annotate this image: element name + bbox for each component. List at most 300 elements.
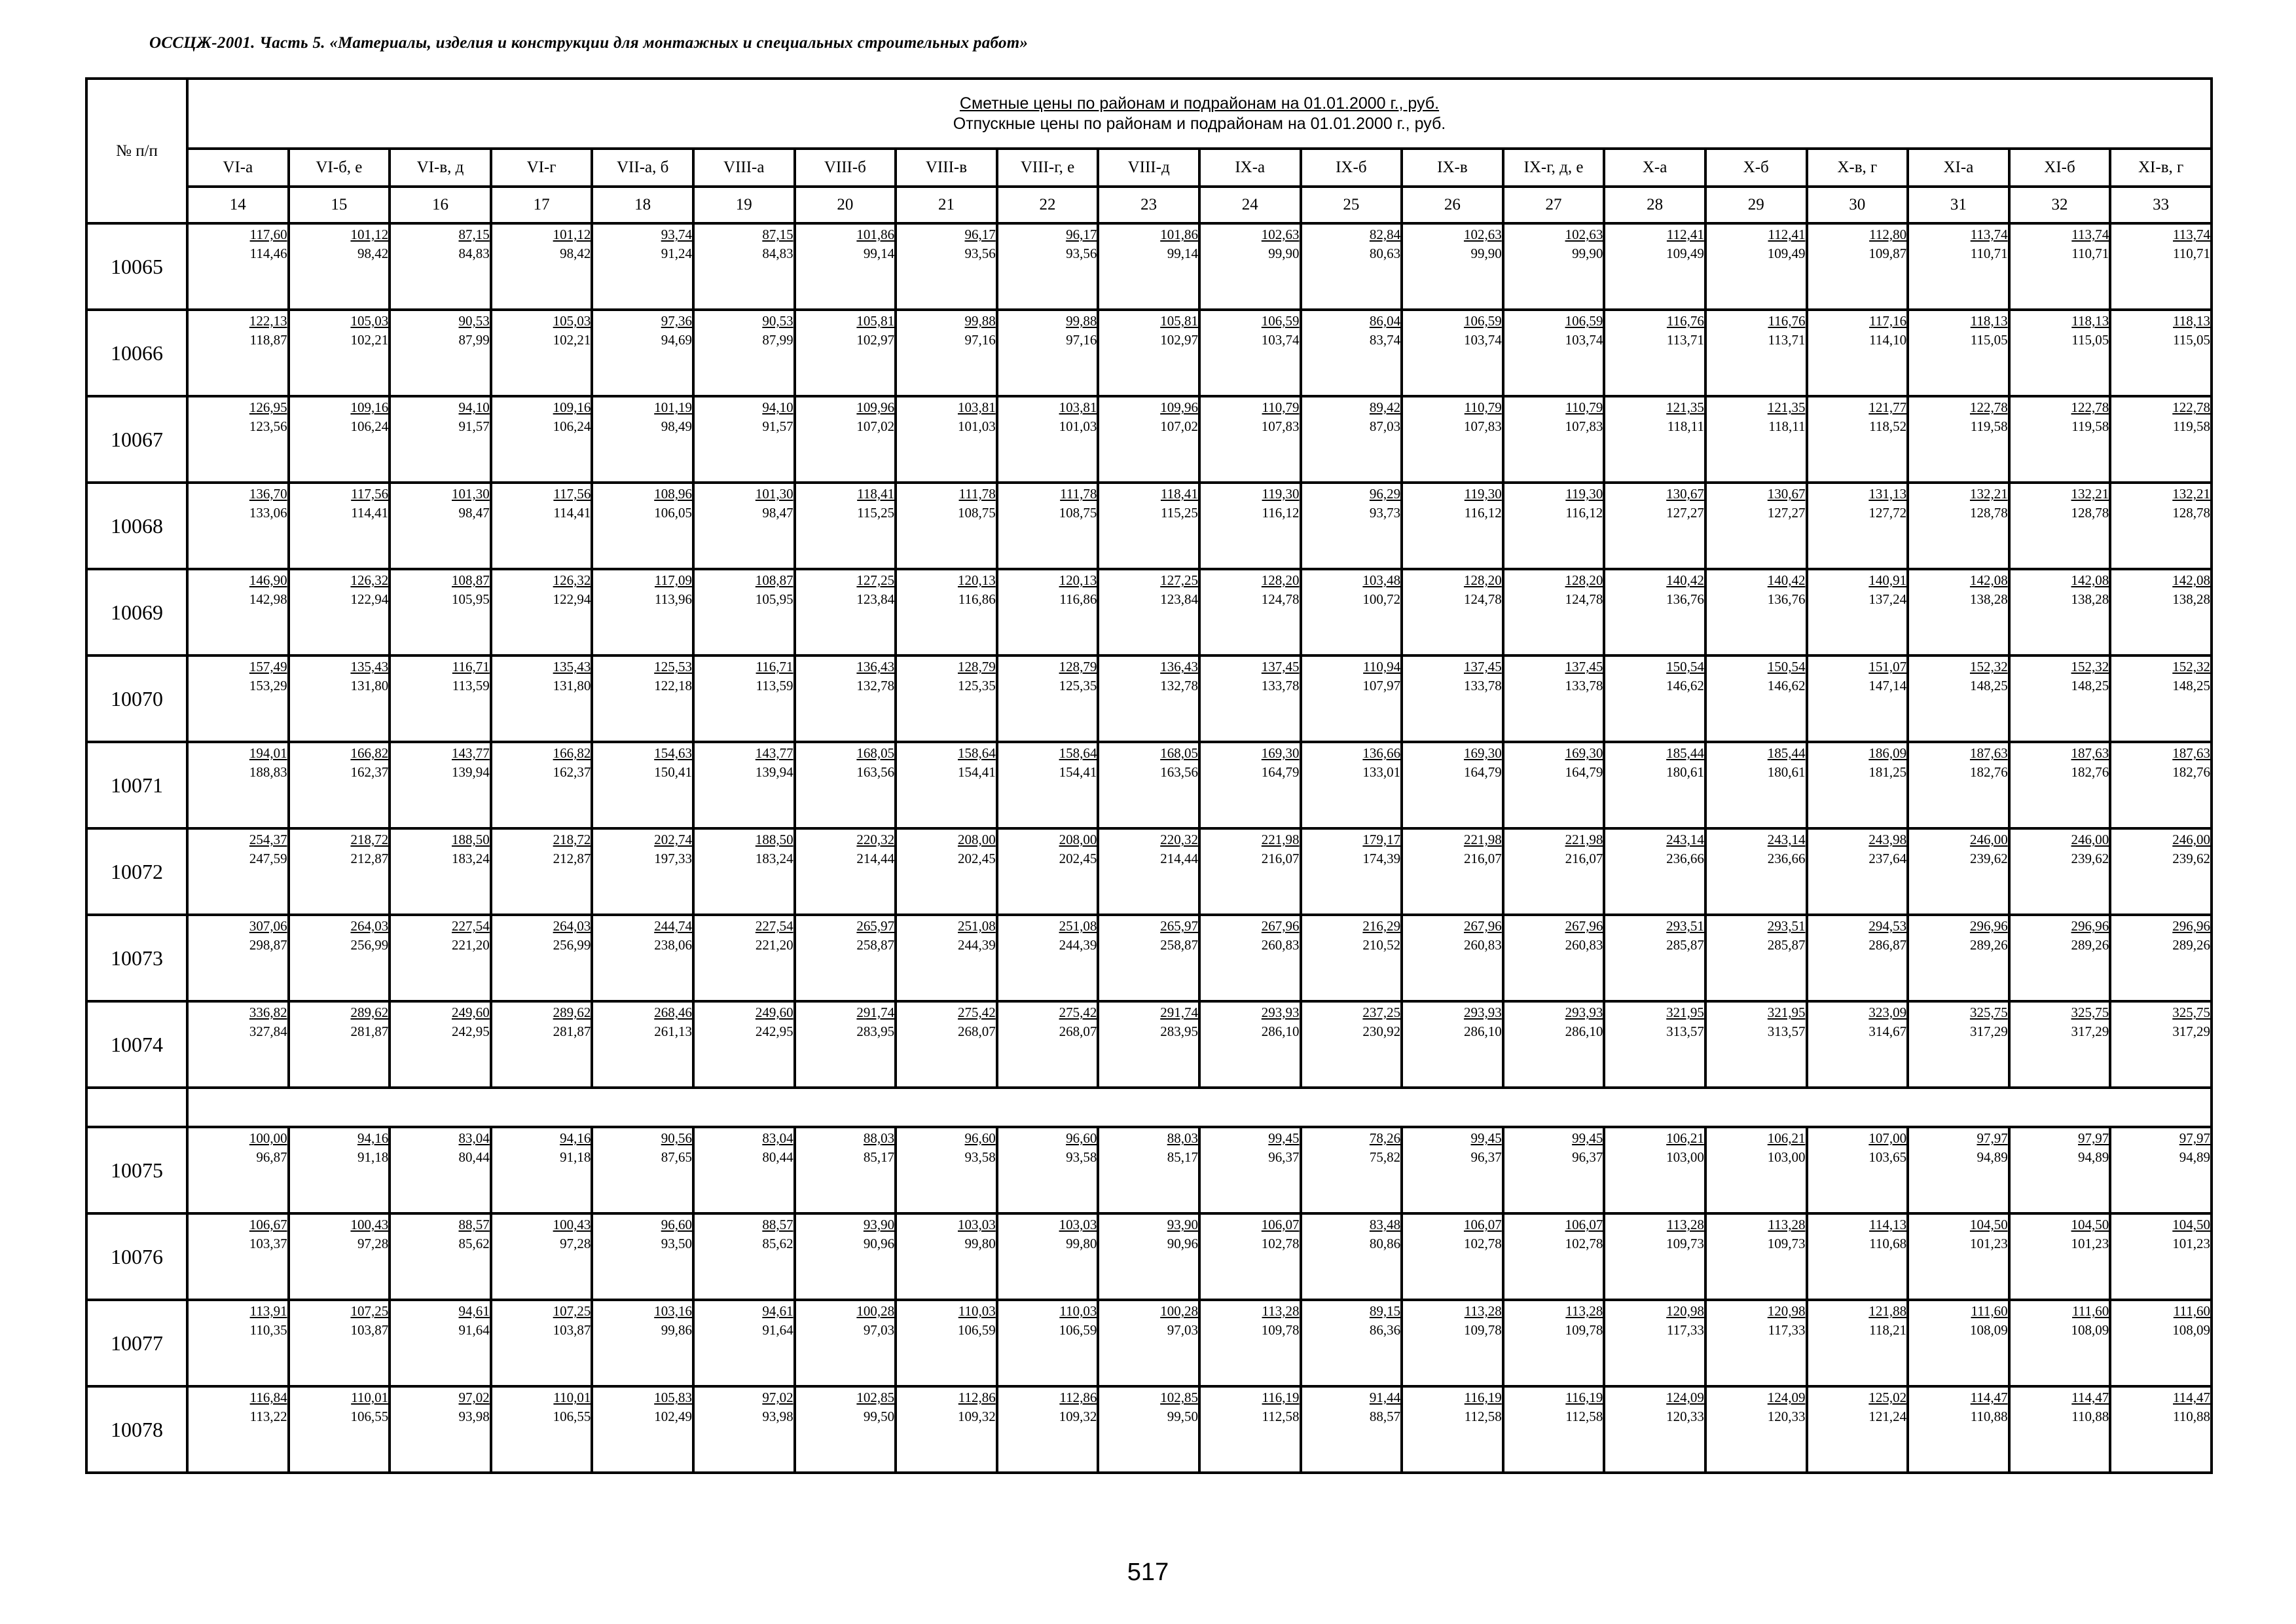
estimated-price: 113,28 xyxy=(1768,1217,1806,1232)
estimated-price: 106,67 xyxy=(249,1217,287,1232)
release-price: 88,57 xyxy=(1369,1409,1401,1424)
estimated-price: 110,03 xyxy=(1059,1303,1097,1319)
release-price: 314,67 xyxy=(1868,1024,1907,1039)
price-cell xyxy=(1604,655,1705,742)
release-price: 237,64 xyxy=(1868,851,1907,866)
estimated-price: 103,81 xyxy=(1059,399,1097,415)
release-price: 183,24 xyxy=(452,851,490,866)
price-cell xyxy=(1503,1213,1605,1300)
price-cell xyxy=(1908,1127,2009,1213)
price-cell xyxy=(896,655,997,742)
price-cell xyxy=(390,1001,491,1088)
estimated-price: 87,15 xyxy=(458,227,490,242)
release-price: 317,29 xyxy=(1969,1024,2008,1039)
release-price: 107,02 xyxy=(1160,418,1198,434)
estimated-price: 187,63 xyxy=(1969,745,2008,761)
release-price: 127,27 xyxy=(1666,505,1704,521)
release-price: 146,62 xyxy=(1666,678,1704,693)
price-cell xyxy=(1604,1001,1705,1088)
price-cell xyxy=(2009,310,2111,396)
release-price: 90,96 xyxy=(863,1236,895,1251)
price-cell xyxy=(592,655,693,742)
price-cell xyxy=(795,1001,896,1088)
release-price: 117,33 xyxy=(1768,1322,1806,1338)
release-price: 123,56 xyxy=(249,418,287,434)
price-cell xyxy=(1807,915,1908,1001)
estimated-price: 117,16 xyxy=(1869,313,1907,329)
estimated-price: 109,16 xyxy=(350,399,389,415)
column-index: 26 xyxy=(1402,187,1503,223)
release-price: 110,88 xyxy=(2173,1409,2210,1424)
release-price: 97,03 xyxy=(1167,1322,1198,1338)
price-cell xyxy=(2110,483,2212,569)
release-price: 118,87 xyxy=(249,332,287,348)
estimated-price: 246,00 xyxy=(2172,832,2210,847)
price-cell xyxy=(592,310,693,396)
estimated-price: 93,90 xyxy=(863,1217,895,1232)
column-header-no: № п/п xyxy=(86,79,187,223)
estimated-price: 321,95 xyxy=(1666,1005,1704,1020)
price-cell xyxy=(289,396,390,483)
estimated-price: 100,28 xyxy=(856,1303,895,1319)
estimated-price: 100,43 xyxy=(350,1217,389,1232)
price-cell xyxy=(2110,223,2212,310)
price-cell xyxy=(289,1300,390,1386)
release-price: 163,56 xyxy=(856,764,895,780)
release-price: 103,00 xyxy=(1666,1149,1704,1165)
estimated-price: 96,60 xyxy=(964,1130,996,1146)
table-row xyxy=(86,915,2212,1001)
price-cell xyxy=(1098,569,1199,655)
price-cell xyxy=(896,1386,997,1473)
release-price: 128,78 xyxy=(2071,505,2109,521)
column-index: 23 xyxy=(1098,187,1199,223)
estimated-price: 121,77 xyxy=(1868,399,1907,415)
estimated-price: 96,29 xyxy=(1369,486,1401,502)
estimated-price: 325,75 xyxy=(1969,1005,2008,1020)
estimated-price: 267,96 xyxy=(1565,918,1603,934)
release-price: 183,24 xyxy=(755,851,793,866)
price-cell xyxy=(1098,915,1199,1001)
price-cell xyxy=(795,742,896,828)
price-cell xyxy=(896,742,997,828)
release-price: 221,20 xyxy=(452,937,490,953)
estimated-price: 97,97 xyxy=(2179,1130,2210,1146)
release-price: 106,55 xyxy=(553,1409,591,1424)
estimated-price: 135,43 xyxy=(350,659,389,674)
row-number: 10075 xyxy=(86,1127,187,1213)
region-header: XI-а xyxy=(1908,149,2009,187)
price-cell xyxy=(1402,1213,1503,1300)
release-price: 99,90 xyxy=(1572,246,1603,261)
estimated-price: 293,93 xyxy=(1463,1005,1502,1020)
release-price: 97,03 xyxy=(863,1322,895,1338)
estimated-price: 307,06 xyxy=(249,918,287,934)
price-cell xyxy=(2009,223,2111,310)
estimated-price: 101,12 xyxy=(553,227,591,242)
estimated-price: 179,17 xyxy=(1362,832,1401,847)
release-price: 106,55 xyxy=(350,1409,389,1424)
release-price: 94,89 xyxy=(2179,1149,2210,1165)
release-price: 285,87 xyxy=(1767,937,1806,953)
price-cell xyxy=(1199,828,1301,915)
release-price: 113,96 xyxy=(654,591,692,607)
release-price: 108,09 xyxy=(1969,1322,2008,1338)
price-cell xyxy=(187,310,289,396)
page-header: ОССЦЖ-2001. Часть 5. «Материалы, изделия и конструкции для монтажных и специальных строительных работ» xyxy=(149,34,1029,52)
price-cell xyxy=(1098,1127,1199,1213)
release-price: 102,97 xyxy=(856,332,895,348)
region-header: IX-г, д, е xyxy=(1503,149,1605,187)
release-price: 122,94 xyxy=(350,591,389,607)
region-header: IX-а xyxy=(1199,149,1301,187)
estimated-price: 251,08 xyxy=(1059,918,1097,934)
estimated-price: 106,59 xyxy=(1261,313,1300,329)
price-cell xyxy=(1705,915,1807,1001)
estimated-price: 267,96 xyxy=(1463,918,1502,934)
price-cell xyxy=(1908,828,2009,915)
price-cell xyxy=(1604,1213,1705,1300)
estimated-price: 113,28 xyxy=(1262,1303,1300,1319)
estimated-price: 293,51 xyxy=(1767,918,1806,934)
release-price: 212,87 xyxy=(350,851,389,866)
release-price: 85,62 xyxy=(762,1236,793,1251)
price-cell xyxy=(1604,569,1705,655)
estimated-price: 291,74 xyxy=(1160,1005,1198,1020)
estimated-price: 116,19 xyxy=(1464,1390,1502,1405)
price-cell xyxy=(795,483,896,569)
release-price: 116,86 xyxy=(1059,591,1097,607)
price-cell xyxy=(1604,1300,1705,1386)
price-cell xyxy=(693,569,795,655)
release-price: 188,83 xyxy=(249,764,287,780)
release-price: 133,06 xyxy=(249,505,287,521)
price-cell xyxy=(1503,1300,1605,1386)
table-row xyxy=(86,1213,2212,1300)
estimated-price: 185,44 xyxy=(1767,745,1806,761)
price-cell xyxy=(693,310,795,396)
estimated-price: 119,30 xyxy=(1565,486,1603,502)
release-price: 102,21 xyxy=(553,332,591,348)
release-price: 106,24 xyxy=(350,418,389,434)
estimated-price: 120,13 xyxy=(1059,572,1097,588)
release-price: 148,25 xyxy=(2172,678,2210,693)
release-price: 132,78 xyxy=(1160,678,1198,693)
price-cell xyxy=(1807,1213,1908,1300)
release-price: 100,72 xyxy=(1362,591,1401,607)
release-price: 123,84 xyxy=(856,591,895,607)
release-price: 103,65 xyxy=(1868,1149,1907,1165)
price-cell xyxy=(187,915,289,1001)
row-number: 10067 xyxy=(86,396,187,483)
estimated-price: 113,74 xyxy=(1970,227,2008,242)
estimated-price: 136,43 xyxy=(1160,659,1198,674)
price-cell xyxy=(187,1001,289,1088)
release-price: 106,59 xyxy=(958,1322,996,1338)
release-price: 131,80 xyxy=(350,678,389,693)
estimated-price: 103,03 xyxy=(958,1217,996,1232)
price-cell xyxy=(1604,742,1705,828)
estimated-price: 112,80 xyxy=(1869,227,1907,242)
region-header: VIII-в xyxy=(896,149,997,187)
price-cell xyxy=(187,569,289,655)
release-price: 216,07 xyxy=(1463,851,1502,866)
price-cell xyxy=(896,396,997,483)
estimated-price: 106,07 xyxy=(1463,1217,1502,1232)
estimated-price: 88,03 xyxy=(1167,1130,1198,1146)
estimated-price: 194,01 xyxy=(249,745,287,761)
estimated-price: 99,88 xyxy=(964,313,996,329)
release-price: 214,44 xyxy=(856,851,895,866)
region-header: VI-б, е xyxy=(289,149,390,187)
estimated-price: 128,20 xyxy=(1565,572,1603,588)
price-cell xyxy=(390,1127,491,1213)
estimated-price: 106,59 xyxy=(1463,313,1502,329)
estimated-price: 110,01 xyxy=(351,1390,389,1405)
estimated-price: 118,41 xyxy=(857,486,895,502)
release-price: 97,28 xyxy=(560,1236,591,1251)
row-number: 10071 xyxy=(86,742,187,828)
release-price: 286,10 xyxy=(1565,1024,1603,1039)
price-cell xyxy=(1098,655,1199,742)
price-cell xyxy=(289,310,390,396)
release-price: 114,10 xyxy=(1869,332,1907,348)
release-price: 110,68 xyxy=(1869,1236,1907,1251)
price-cell xyxy=(491,742,592,828)
price-cell xyxy=(1705,1127,1807,1213)
release-price: 164,79 xyxy=(1463,764,1502,780)
price-cell xyxy=(997,1300,1099,1386)
estimated-price: 202,74 xyxy=(654,832,692,847)
table-row xyxy=(86,1300,2212,1386)
release-price: 114,46 xyxy=(249,246,287,261)
release-price: 317,29 xyxy=(2172,1024,2210,1039)
estimated-price: 101,12 xyxy=(350,227,389,242)
price-cell xyxy=(187,1386,289,1473)
price-cell xyxy=(795,310,896,396)
column-index: 14 xyxy=(187,187,289,223)
estimated-price: 124,09 xyxy=(1666,1390,1704,1405)
estimated-price: 89,15 xyxy=(1369,1303,1401,1319)
region-header: IX-в xyxy=(1402,149,1503,187)
column-index: 16 xyxy=(390,187,491,223)
price-cell xyxy=(289,223,390,310)
release-price: 298,87 xyxy=(249,937,287,953)
estimated-price: 110,03 xyxy=(958,1303,996,1319)
release-price: 260,83 xyxy=(1565,937,1603,953)
price-cell xyxy=(896,828,997,915)
release-price: 164,79 xyxy=(1565,764,1603,780)
release-price: 216,07 xyxy=(1565,851,1603,866)
estimated-price: 265,97 xyxy=(1160,918,1198,934)
release-price: 258,87 xyxy=(1160,937,1198,953)
price-cell xyxy=(2009,396,2111,483)
estimated-price: 137,45 xyxy=(1463,659,1502,674)
price-cell xyxy=(592,1001,693,1088)
price-cell xyxy=(491,655,592,742)
price-cell xyxy=(1301,1213,1402,1300)
estimated-price: 111,78 xyxy=(958,486,996,502)
price-cell xyxy=(997,742,1099,828)
price-cell xyxy=(2009,483,2111,569)
table-row xyxy=(86,828,2212,915)
estimated-price: 91,44 xyxy=(1369,1390,1401,1405)
release-price: 180,61 xyxy=(1666,764,1704,780)
price-cell xyxy=(1402,483,1503,569)
price-cell xyxy=(2009,1213,2111,1300)
price-cell xyxy=(1705,569,1807,655)
estimated-price: 208,00 xyxy=(1059,832,1097,847)
price-cell xyxy=(997,310,1099,396)
estimated-price: 97,02 xyxy=(762,1390,793,1405)
price-cell xyxy=(1604,483,1705,569)
price-cell xyxy=(390,223,491,310)
column-index: 33 xyxy=(2110,187,2212,223)
price-cell xyxy=(1199,1127,1301,1213)
release-price: 103,00 xyxy=(1767,1149,1806,1165)
price-cell xyxy=(997,915,1099,1001)
estimated-price: 105,81 xyxy=(856,313,895,329)
release-price: 93,56 xyxy=(1066,246,1097,261)
release-price: 128,78 xyxy=(1969,505,2008,521)
price-cell xyxy=(289,742,390,828)
price-cell xyxy=(1098,1001,1199,1088)
price-cell xyxy=(592,915,693,1001)
estimated-price: 132,21 xyxy=(2071,486,2109,502)
estimated-price: 131,13 xyxy=(1868,486,1907,502)
release-price: 98,42 xyxy=(357,246,389,261)
release-price: 119,58 xyxy=(1970,418,2008,434)
release-price: 103,87 xyxy=(553,1322,591,1338)
estimated-price: 216,29 xyxy=(1362,918,1401,934)
price-cell xyxy=(1199,223,1301,310)
estimated-price: 168,05 xyxy=(856,745,895,761)
release-price: 99,90 xyxy=(1470,246,1502,261)
price-cell xyxy=(1301,742,1402,828)
release-price: 103,87 xyxy=(350,1322,389,1338)
release-price: 132,78 xyxy=(856,678,895,693)
release-price: 124,78 xyxy=(1261,591,1300,607)
price-cell xyxy=(592,1386,693,1473)
price-cell xyxy=(592,1213,693,1300)
release-price: 106,59 xyxy=(1059,1322,1097,1338)
release-price: 96,37 xyxy=(1572,1149,1603,1165)
release-price: 127,27 xyxy=(1767,505,1806,521)
estimated-price: 103,48 xyxy=(1362,572,1401,588)
estimated-price: 110,79 xyxy=(1565,399,1603,415)
price-cell xyxy=(997,1001,1099,1088)
estimated-price: 169,30 xyxy=(1463,745,1502,761)
estimated-price: 82,84 xyxy=(1369,227,1401,242)
estimated-price: 83,04 xyxy=(458,1130,490,1146)
release-price: 216,07 xyxy=(1261,851,1300,866)
price-cell xyxy=(2110,828,2212,915)
estimated-price: 109,96 xyxy=(1160,399,1198,415)
release-price: 230,92 xyxy=(1362,1024,1401,1039)
estimated-price: 128,20 xyxy=(1261,572,1300,588)
release-price: 109,32 xyxy=(958,1409,996,1424)
estimated-price: 110,94 xyxy=(1363,659,1401,674)
release-price: 109,73 xyxy=(1767,1236,1806,1251)
price-cell xyxy=(491,828,592,915)
spacer-cell xyxy=(187,1088,2212,1127)
release-price: 153,29 xyxy=(249,678,287,693)
price-cell xyxy=(390,655,491,742)
price-cell xyxy=(1402,1001,1503,1088)
release-price: 122,94 xyxy=(553,591,591,607)
price-cell xyxy=(2110,569,2212,655)
release-price: 110,35 xyxy=(249,1322,287,1338)
estimated-price: 168,05 xyxy=(1160,745,1198,761)
price-cell xyxy=(187,396,289,483)
column-index: 21 xyxy=(896,187,997,223)
estimated-price: 111,60 xyxy=(2173,1303,2210,1319)
estimated-price: 116,76 xyxy=(1768,313,1806,329)
release-price: 99,80 xyxy=(1066,1236,1097,1251)
estimated-price: 132,21 xyxy=(1969,486,2008,502)
price-cell xyxy=(1402,1300,1503,1386)
estimated-price: 119,30 xyxy=(1464,486,1502,502)
price-cell xyxy=(1908,483,2009,569)
estimated-price: 101,86 xyxy=(856,227,895,242)
price-cell xyxy=(896,1001,997,1088)
price-cell xyxy=(2110,1300,2212,1386)
price-cell xyxy=(997,1127,1099,1213)
estimated-price: 325,75 xyxy=(2172,1005,2210,1020)
release-price: 127,72 xyxy=(1868,505,1907,521)
row-number: 10066 xyxy=(86,310,187,396)
price-cell xyxy=(390,828,491,915)
price-cell xyxy=(1199,310,1301,396)
estimated-price: 293,51 xyxy=(1666,918,1704,934)
release-price: 137,24 xyxy=(1868,591,1907,607)
price-cell xyxy=(491,1386,592,1473)
price-cell xyxy=(2009,828,2111,915)
price-cell xyxy=(1098,1300,1199,1386)
price-cell xyxy=(1199,915,1301,1001)
release-price: 94,89 xyxy=(2078,1149,2109,1165)
estimated-price: 187,63 xyxy=(2172,745,2210,761)
price-cell xyxy=(1301,1386,1402,1473)
release-price: 110,71 xyxy=(2173,246,2210,261)
column-index: 22 xyxy=(997,187,1099,223)
release-price: 110,71 xyxy=(2071,246,2109,261)
release-price: 115,25 xyxy=(857,505,895,521)
column-index: 17 xyxy=(491,187,592,223)
estimated-price: 121,88 xyxy=(1868,1303,1907,1319)
price-cell xyxy=(896,1213,997,1300)
release-price: 85,17 xyxy=(1167,1149,1198,1165)
estimated-price: 99,45 xyxy=(1470,1130,1502,1146)
price-cell xyxy=(187,742,289,828)
release-price: 101,23 xyxy=(1969,1236,2008,1251)
release-price: 113,71 xyxy=(1768,332,1806,348)
estimated-price: 106,59 xyxy=(1565,313,1603,329)
release-price: 286,87 xyxy=(1868,937,1907,953)
release-price: 87,99 xyxy=(762,332,793,348)
price-cell xyxy=(390,915,491,1001)
price-cell xyxy=(1301,1127,1402,1213)
estimated-price: 293,93 xyxy=(1565,1005,1603,1020)
price-cell xyxy=(693,915,795,1001)
release-price: 260,83 xyxy=(1463,937,1502,953)
release-price: 93,58 xyxy=(1066,1149,1097,1165)
release-price: 123,84 xyxy=(1160,591,1198,607)
release-price: 242,95 xyxy=(452,1024,490,1039)
release-price: 116,86 xyxy=(958,591,996,607)
estimated-price: 94,61 xyxy=(458,1303,490,1319)
estimated-price: 114,13 xyxy=(1869,1217,1907,1232)
